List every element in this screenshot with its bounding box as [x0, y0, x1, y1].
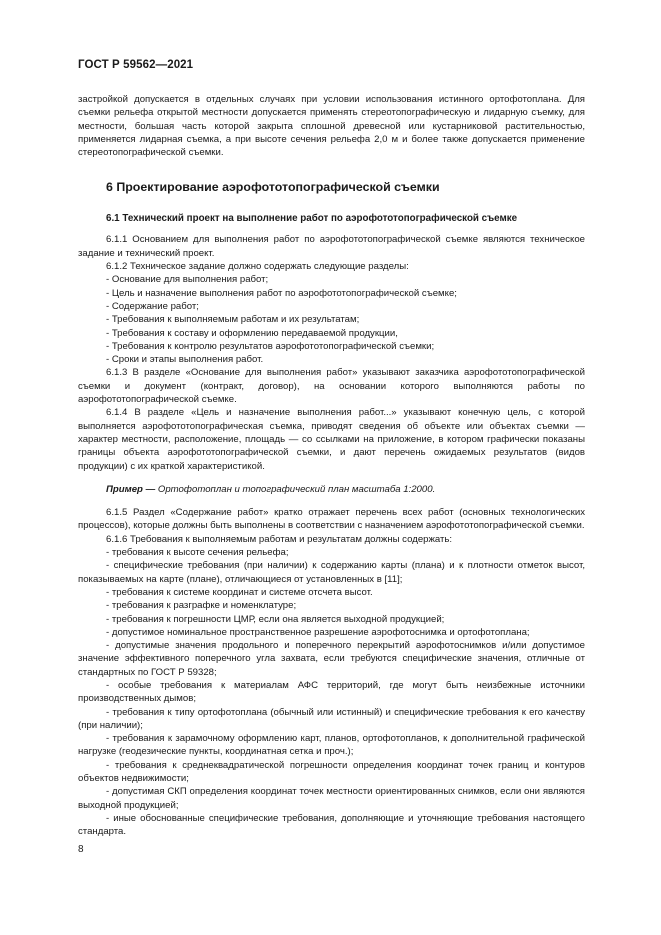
list-item: - Основание для выполнения работ; [106, 274, 269, 286]
list-item: - требования к разграфке и номенклатуре; [106, 600, 297, 612]
list-item: - особые требования к материалам АФС территорий, где могут быть неизбежные источники производственных дымов; [78, 679, 585, 705]
example-text: Ортофотоплан и топографический план масштаба 1:2000. [155, 483, 436, 495]
list-item: - требования к типу ортофотоплана (обычный или истинный) и специфические требования к его качеству (при наличии); [78, 706, 585, 731]
list-item: - Сроки и этапы выполнения работ. [106, 354, 264, 366]
list-item: - допустимая СКП определения координат точек местности ориентированных снимков, если они являются выходной продукцией; [78, 786, 585, 811]
clause-6-1-2: 6.1.2 Техническое задание должно содержать следующие разделы: [106, 261, 409, 273]
list-item: - требования к высоте сечения рельефа; [106, 547, 289, 559]
page-number: 8 [78, 844, 84, 855]
list-item: - иные обоснованные специфические требования, дополняющие и уточняющие требования настоящего стандарта. [78, 812, 585, 838]
list-item: - требования к среднеквадратической погрешности определения координат точек границ и контуров объектов недвижимости; [78, 759, 585, 785]
intro-paragraph: застройкой допускается в отдельных случаях при условии использования истинного ортофотоплана. Для съемки рельефа открытой местности допускается применять стереотопографическую и лидарную съемку, для местности, большая часть которой закрыта сплошной древесной или кустарниковой растительностью, применяется лидарная съемка, а при высоте сечения рельефа 2,0 м и более также допускается применение стереотопографической съемки. [78, 94, 585, 159]
list-item: - Содержание работ; [106, 300, 199, 312]
list-item: - Требования к составу и оформлению передаваемой продукции, [106, 327, 398, 339]
document-body [78, 93, 585, 839]
document-header: ГОСТ Р 59562—2021 [78, 59, 194, 71]
list-item: - Требования к контролю результатов аэрофототопографической съемки; [106, 340, 435, 352]
list-item: - Цель и назначение выполнения работ по аэрофототопографической съемке; [106, 287, 457, 299]
list-item: - требования к зарамочному оформлению карт, планов, ортофотопланов, к дополнительной графической нагрузке (геодезические пункты, координатная сетка и проч.); [78, 733, 585, 758]
list-item: - требования к погрешности ЦМР, если она является выходной продукцией; [106, 613, 445, 625]
example-label: Пример — [106, 483, 156, 495]
clause-6-1-6: 6.1.6 Требования к выполняемым работам и результатам должны содержать: [106, 533, 453, 545]
list-item: - Требования к выполняемым работам и их результатам; [106, 314, 360, 326]
clause-6-1-4: 6.1.4 В разделе «Цель и назначение выполнения работ...» указывают конечную цель, с которой выполняется аэрофототопографическая съемка, приводят сведения об объекте или объектах съемки — характер местности, расположение, площадь — со ссылками на приложение, в котором графически показаны границы объекта аэрофототопографической съемки, и дают перечень ожидаемых результатов (видов продукции) с их краткой характеристикой. [78, 407, 585, 472]
example-note [106, 483, 585, 496]
subsection-title: 6.1 Технический проект на выполнение работ по аэрофототопографической съемке [106, 213, 518, 225]
section-title: 6 Проектирование аэрофототопографической съемки [106, 180, 440, 195]
list-item: - допустимое номинальное пространственное разрешение аэрофотоснимка и ортофотоплана; [106, 626, 530, 638]
clause-6-1-5: 6.1.5 Раздел «Содержание работ» кратко отражает перечень всех работ (основных технологических процессов), которые должны быть выполнены в соответствии с назначением аэрофототопографической съемки. [78, 507, 585, 532]
list-item: - специфические требования (при наличии) к содержанию карты (плана) и к плотности отметок высот, показываемых на карте (плане), отличающиеся от установленных в [11]; [78, 560, 585, 585]
clause-6-1-1: 6.1.1 Основанием для выполнения работ по аэрофототопографической съемке являются техническое задание и технический проект. [78, 234, 585, 259]
list-item: - допустимые значения продольного и поперечного перекрытий аэрофотоснимков и/или допустимое значение эффективного поперечного угла захвата, если требуются специфические значения, отличные от стандартных по ГОСТ Р 59328; [78, 640, 585, 678]
clause-6-1-3: 6.1.3 В разделе «Основание для выполнения работ» указывают заказчика аэрофототопографической съемки и документ (контракт, договор), на основании которого выполняются работы по аэрофототопографической съемке. [78, 367, 585, 406]
list-item: - требования к системе координат и системе отсчета высот. [106, 586, 373, 598]
